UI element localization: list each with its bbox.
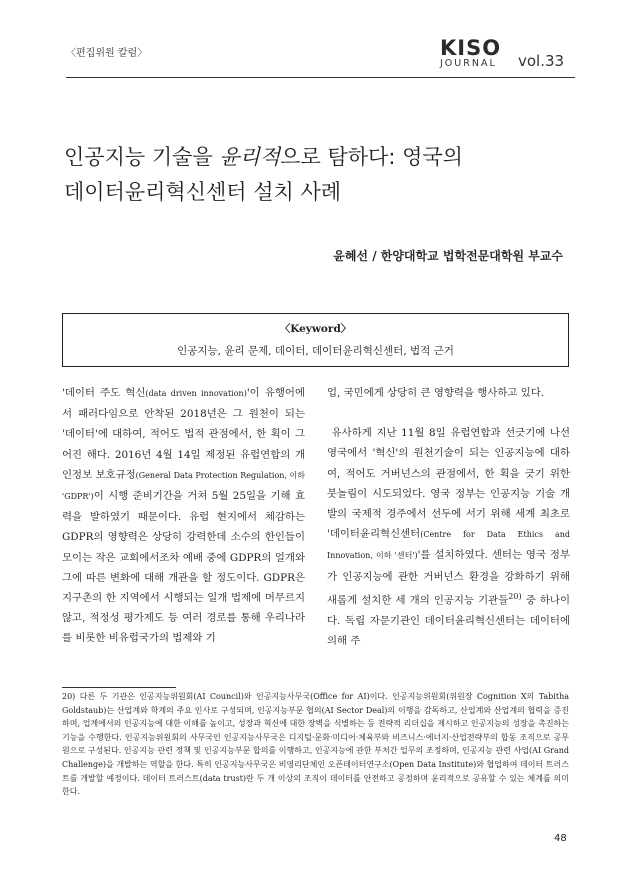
body-column-right xyxy=(327,383,570,651)
footnote xyxy=(62,690,569,799)
body-text-small: (Centre for Data Ethics and Innovation, 이하 '센터') xyxy=(327,530,570,561)
column-category-label: 〈편집위원 칼럼〉 xyxy=(66,48,148,59)
body-text: '이 유행어에서 패러다임으로 안착된 2018년은 그 원천이 되는 '데이터'에 대하여, 적어도 법적 관점에서, 한 획이 그어진 해다. 2016년 4월 14일 제정된 유럽연합의 개인정보 보호규정 xyxy=(62,387,305,481)
body-column-left xyxy=(62,383,305,649)
kiso-journal-logo xyxy=(440,38,501,70)
footnote-divider xyxy=(62,687,176,688)
keyword-box xyxy=(62,313,569,367)
body-text: 중 하나이다. 독립 자문기관인 데이터윤리혁신센터는 데이터에 의해 주 xyxy=(327,594,570,647)
article-title xyxy=(64,140,584,210)
body-text: '를 설치하였다. 센터는 영국 정부가 인공지능에 관한 거버넌스 환경을 강화하기 위해 새롭게 설치한 세 개의 인공지능 기관들 xyxy=(327,549,571,607)
logo-main-text: KISO xyxy=(440,36,502,60)
title-line2: 데이터윤리혁신센터 설치 사례 xyxy=(64,180,342,204)
header-divider xyxy=(66,77,575,78)
body-paragraph xyxy=(327,423,570,651)
title-line1-part2: 으로 탐하다: 영국의 xyxy=(280,145,463,169)
footnote-text: 20) 다른 두 기관은 인공지능위원회(AI Council)와 인공지능사무국(Office for AI)이다. 인공지능위원회(위원장 Cognition X의 Tabitha Goldstaub)는 산업계와 학계의 주요 인사로 구성되며, 인공지능부문 협의(AI Sector Deal)의 이행을 감독하고, 산업계와 산업계의 협력을 증진하며, 업계에서의 인공지능에 대한 이해를 높이고, 성장과 혁신에 대한 장벽을 식별하는 등 전략적 리더십을 제시하고 인공지능의 성장을 촉진하는 기능을 수행한다. 인공지능위원회의 사무국인 인공지능사무국은 디지털·문화·미디어·체육부와 비즈니스·에너지·산업전략부의 합동 조직으로 공무원으로 구성된다. 인공지능 관련 정책 및 인공지능부문 합의를 이행하고, 인공지능에 관한 부처간 업무의 조정하며, 인공지능 관련 사업(AI Grand Challenge)을 개발하는 역할을 한다. 특히 인공지능사무국은 비영리단체인 오픈데이터연구소(Open Data Institute)와 협업하여 데이터 트러스트를 개발할 예정이다. 데이터 트러스트(data trust)란 두 개 이상의 조직이 데이터를 안전하고 공정하며 윤리적으로 공유할 수 있는 체계를 의미한다. xyxy=(62,692,569,797)
logo-sub-text: JOURNAL xyxy=(440,58,497,69)
body-text: '데이터 주도 혁신 xyxy=(62,387,146,399)
body-text: 유사하게 지난 11월 8일 유럽연합과 선긋기에 나선 영국에서 '혁신'의 원천기술이 되는 인공지능에 대하여, 적어도 거버넌스의 관점에서, 한 획을 긋기 위한 붓놀림이 시도되었다. 영국 정부는 인공지능 기술 개발의 국제적 경주에서 선두에 서기 위해 세계 최초로 '데이터윤리혁신센터 xyxy=(327,427,570,541)
title-line1-emphasis: 윤리적 xyxy=(219,145,281,169)
keyword-list: 인공지능, 윤리 문제, 데이터, 데이터윤리혁신센터, 법적 근거 xyxy=(177,345,454,357)
keyword-heading: 〈Keyword〉 xyxy=(279,323,352,335)
footnote-reference: 20) xyxy=(508,591,522,601)
body-text-small: (data driven innovation) xyxy=(145,389,247,398)
title-line1-part1: 인공지능 기술을 xyxy=(64,145,220,169)
body-text-small: (General Data Protection Regulation, 이하 'GDPR') xyxy=(62,470,305,502)
volume-number: vol.33 xyxy=(518,52,565,70)
author-affiliation: 윤혜선 / 한양대학교 법학전문대학원 부교수 xyxy=(333,249,563,263)
page-number: 48 xyxy=(554,833,567,844)
body-text: 이 시행 준비기간을 거쳐 5월 25일을 기해 효력을 발하였기 때문이다. 유럽 현지에서 체감하는 GDPR의 영향력은 상당히 강력한데 소수의 한인들이 모이는 작은 교회에서조차 예배 중에 GDPR의 얼개와 그에 따른 변화에 대해 개관을 할 정도이다. GDPR은 지구촌의 한 지역에서 시행되는 일개 법제에 머무르지 않고, 적정성 평가제도 등 여러 경로를 통해 우리나라를 비롯한 비유럽국가의 법제와 기 xyxy=(62,490,305,645)
body-paragraph xyxy=(62,383,305,649)
body-paragraph: 업, 국민에게 상당히 큰 영향력을 행사하고 있다. xyxy=(327,387,545,399)
